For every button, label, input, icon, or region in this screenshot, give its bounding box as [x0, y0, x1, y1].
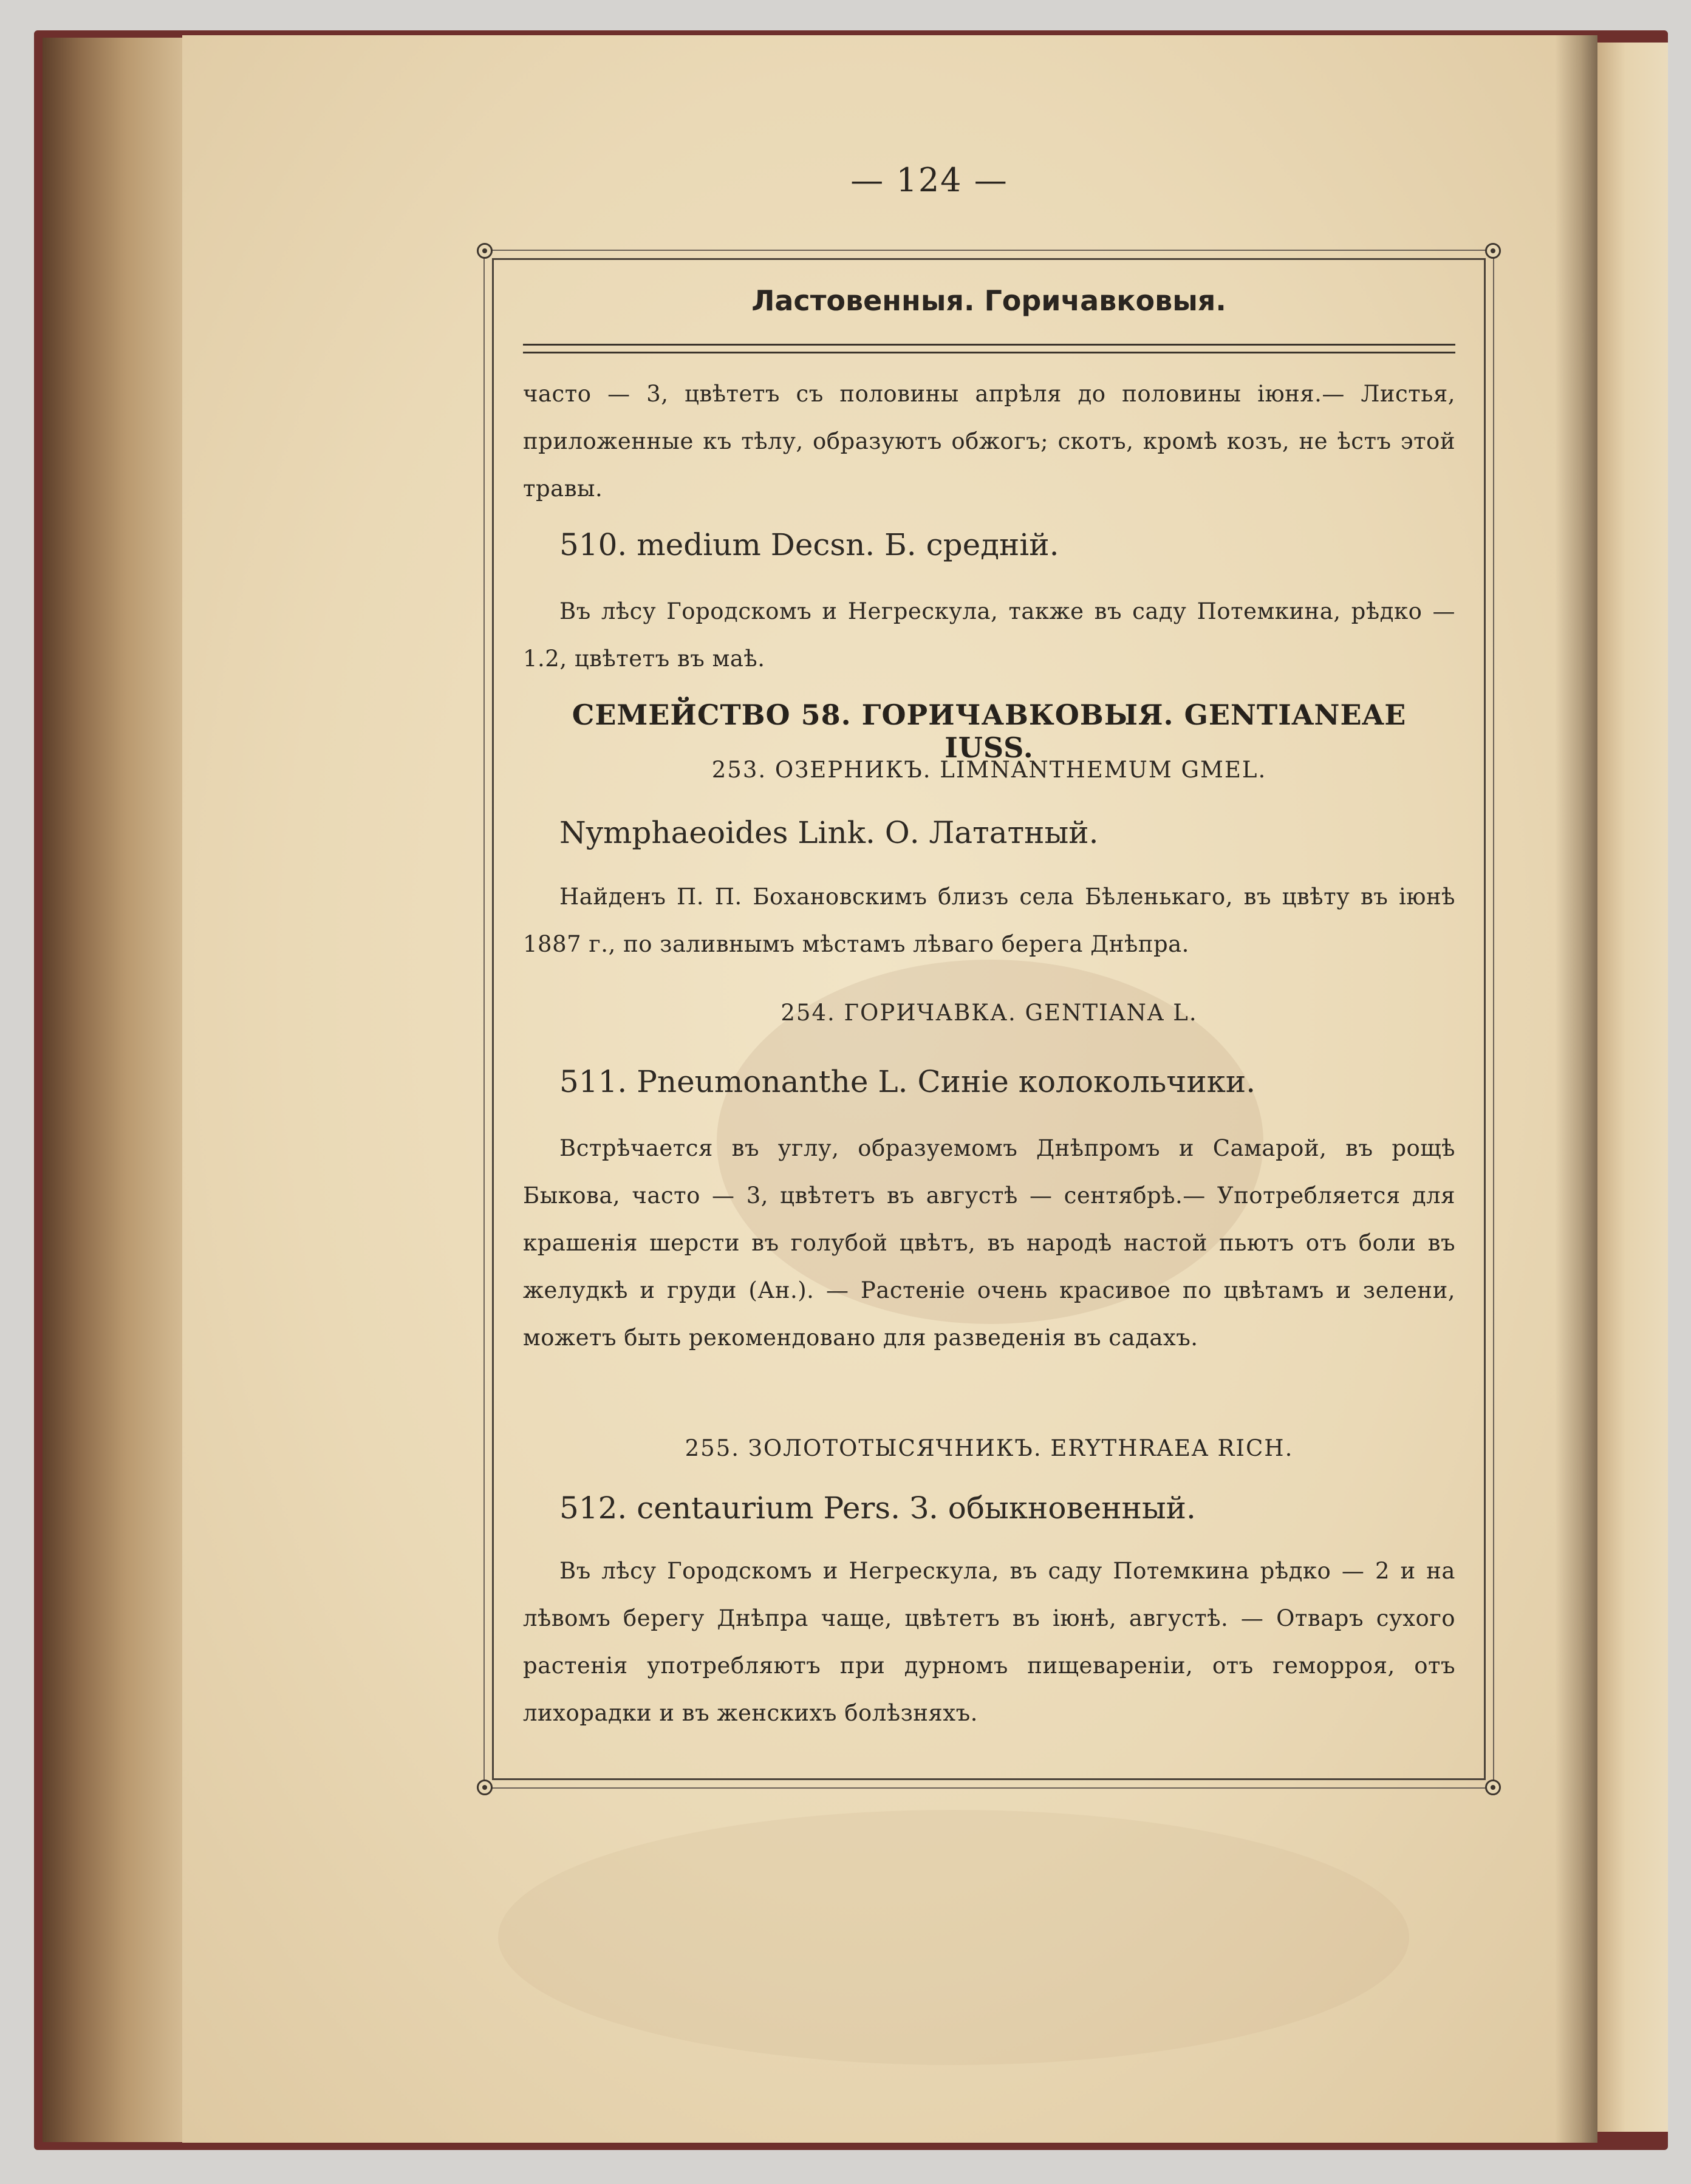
facing-page-edge: [1597, 43, 1668, 2132]
species-entry: Nymphaeoides Link. О. Лататный.: [559, 815, 1099, 850]
page-edges: [43, 38, 194, 2142]
corner-ornament: [477, 243, 493, 259]
species-entry: 511. Pneumonanthe L. Синiе колокольчики.: [559, 1064, 1256, 1099]
paper-stain: [498, 1810, 1409, 2065]
species-entry: 512. centaurium Pers. З. обыкновенный.: [559, 1490, 1196, 1526]
corner-ornament: [477, 1780, 493, 1795]
species-entry: 510. medium Decsn. Б. среднiй.: [559, 527, 1059, 562]
text-frame: [492, 258, 1486, 1780]
running-head: Ластовенныя. Горичавковыя.: [751, 284, 1226, 317]
genus-heading: 254. ГОРИЧАВКА. GENTIANA L.: [781, 1000, 1198, 1026]
header-double-rule: [523, 344, 1455, 353]
corner-ornament: [1485, 1780, 1501, 1795]
paragraph: Найденъ П. П. Бохановскимъ близъ села Бѣленькаго, въ цвѣту въ іюнѣ 1887 г., по заливнымъ мѣстамъ лѣваго берега Днѣпра.: [523, 884, 1455, 957]
corner-ornament: [1485, 243, 1501, 259]
family-heading: СЕМЕЙСТВО 58. ГОРИЧАВКОВЫЯ. GENTIANEAE IUSS.: [572, 698, 1407, 764]
paragraph: Встрѣчается въ углу, образуемомъ Днѣпромъ и Самарой, въ рощѣ Быкова, часто — 3, цвѣтетъ въ августѣ — сентябрѣ.— Употребляется для крашенія шерсти въ голубой цвѣтъ, въ народѣ настой пьютъ отъ боли въ желудкѣ и груди (Ан.). — Растеніе очень красивое по цвѣтамъ и зелени, можетъ быть рекомендовано для разведенія въ садахъ.: [523, 1135, 1455, 1351]
paragraph: часто — 3, цвѣтетъ съ половины апрѣля до половины іюня.— Листья, приложенные къ тѣлу, образуютъ обжогъ; скотъ, кромѣ козъ, не ѣстъ этой травы.: [523, 381, 1455, 502]
book-gutter: [1555, 35, 1597, 2143]
paragraph: Въ лѣсу Городскомъ и Негрескула, въ саду Потемкина рѣдко — 2 и на лѣвомъ берегу Днѣпра чаще, цвѣтетъ въ іюнѣ, августѣ. — Отваръ сухого растенія употребляютъ при дурномъ пищевареніи, отъ геморроя, отъ лихорадки и въ женскихъ болѣзняхъ.: [523, 1558, 1455, 1726]
paragraph: Въ лѣсу Городскомъ и Негрескула, также въ саду Потемкина, рѣдко — 1.2, цвѣтетъ въ маѣ.: [523, 598, 1455, 672]
genus-heading: 255. ЗОЛОТОТЫСЯЧНИКЪ. ERYTHRAEA RICH.: [685, 1435, 1294, 1461]
page-number: — 124 —: [850, 161, 1008, 199]
genus-heading: 253. ОЗЕРНИКЪ. LIMNANTHEMUM GMEL.: [711, 757, 1267, 783]
